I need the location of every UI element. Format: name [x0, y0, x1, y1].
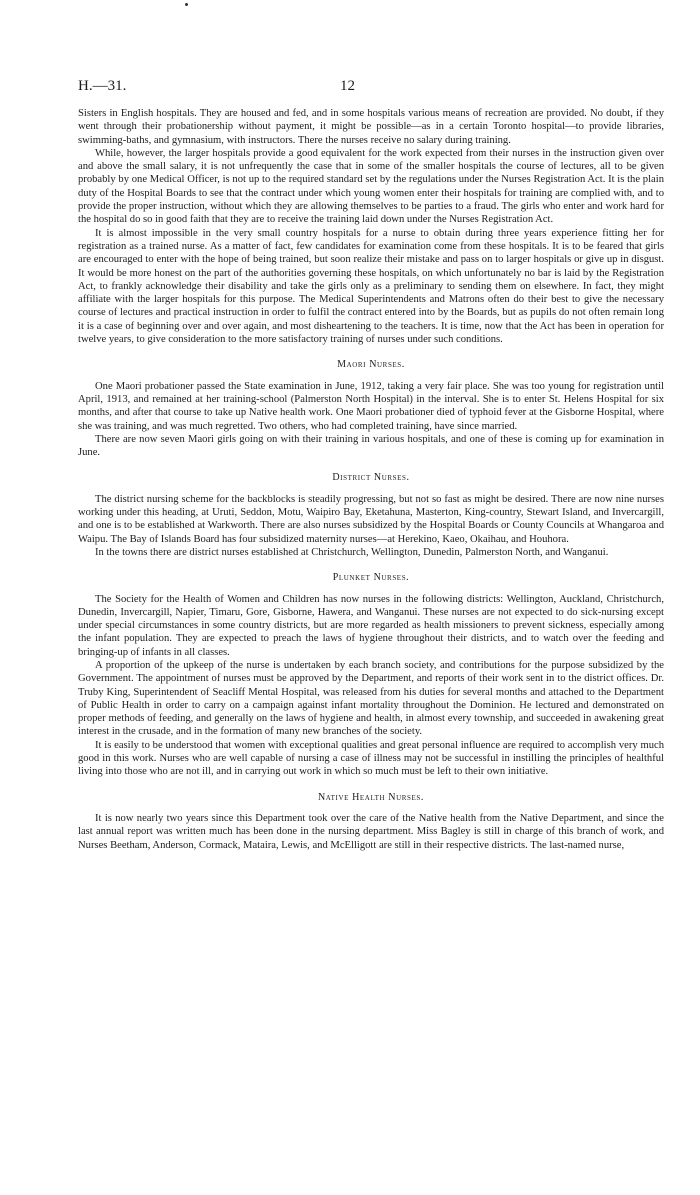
paragraph: It is now nearly two years since this Department took over the care of the Native health from the Native Department, and since the last annual report was written much has been done in the nursing department. Miss Bagley is still in charge of this branch of work, and Nurses Beetham, Anderson, Cormack, Mataira, Lewis, and McElligott are still in their respective districts. The last-named nurse, [78, 812, 664, 851]
speck-mark [185, 3, 188, 6]
section-heading-district-nurses: District Nurses. [332, 472, 410, 484]
paragraph: A proportion of the upkeep of the nurse is undertaken by each branch society, and contributions for the purpose subsidized by the Government. The appointment of nurses must be approved by the Department, and reports of their work sent in to the district offices. Dr. Truby King, Superintendent of Seacliff Mental Hospital, was released from his duties for several months and attached to the Department of Public Health in order to carry on a campaign against infant mortality throughout the Dominion. He lectured and demonstrated on proper methods of feeding, and generally on the laws of hygiene and health, in almost every township, and succeeded in awakening great interest in the crusade, and in the formation of many new branches of the society. [78, 659, 664, 738]
paragraph: While, however, the larger hospitals provide a good equivalent for the work expected from their nurses in the instruction given over and above the small salary, it is not unfrequently the case that in some of the smaller hospitals the course of lectures, all to be given probably by one Medical Officer, is not up to the required standard set by the regulations under the Nurses Registration Act. It is the plain duty of the Hospital Boards to see that the contract under which young women enter their hospitals for training are complied with, and to provide the proper instruction, without which they are allowing themselves to be parties to a fraud. The girls who enter and work hard for the hospital do so in good faith that they are to receive the training laid down under the Nurses Registration Act. [78, 147, 664, 226]
paragraph: In the towns there are district nurses established at Christchurch, Wellington, Dunedin, Palmerston North, and Wanganui. [95, 546, 609, 558]
paragraph: One Maori probationer passed the State examination in June, 1912, taking a very fair place. She was too young for registration until April, 1913, and remained at her training-school (Palmerston North Hospital) in the interval. She is to enter St. Helens Hospital for six months, and after that course to take up Native health work. One Maori probationer died of typhoid fever at the Gisborne Hospital, where she was training, and was much regretted. Two others, who had completed training, have since married. [78, 380, 664, 432]
paragraph: Sisters in English hospitals. They are housed and fed, and in some hospitals various means of recreation are provided. No doubt, if they went through their probationership without payment, it might be possible—as in a certain Toronto hospital—to provide libraries, swimming-baths, and gymnasium, with instructors. There the nurses receive no salary during training. [78, 108, 664, 146]
page-number: 12 [340, 78, 355, 94]
paragraph: It is almost impossible in the very small country hospitals for a nurse to obtain during three years experience fitting her for registration as a trained nurse. As a matter of fact, few candidates for examination come from these hospitals. It is to be feared that girls are encouraged to enter with the hope of being trained, but soon realize their mistake and pass on to larger hospitals or give up in disgust. It would be more honest on the part of the authorities governing these hospitals, on which unfortunately no bar is laid by the Registration Act, to frankly acknowledge their disability and take the girls only as a preliminary to sending them on elsewhere. In fact, they might affiliate with the larger hospitals for this purpose. The Medical Superintendents and Matrons often do their best to give the necessary course of lectures and practical instruction in order to fulfil the contract entered into by the Boards, but as pupils do not often remain long it is a case of beginning over and over again, and most disheartening to the teachers. It is time, now that the Act has been in operation for twelve years, to give consideration to the more satisfactory training of nurses under such conditions. [78, 227, 664, 346]
body-text [78, 107, 664, 852]
document-reference: H.—31. [78, 78, 127, 94]
paragraph: There are now seven Maori girls going on with their training in various hospitals, and one of these is coming up for examination in June. [78, 433, 664, 459]
page-header [78, 78, 653, 98]
paragraph: It is easily to be understood that women with exceptional qualities and great personal influence are required to accomplish very much good in this work. Nurses who are well capable of nursing a case of illness may not be successful in instilling the principles of healthful living into those who are not ill, and in carrying out work in which so much must be left to their own initiative. [78, 739, 664, 778]
section-heading-plunket-nurses: Plunket Nurses. [332, 572, 410, 584]
section-heading-maori-nurses: Maori Nurses. [337, 359, 405, 371]
section-heading-native-health-nurses: Native Health Nurses. [317, 791, 425, 803]
paragraph: The Society for the Health of Women and Children has now nurses in the following districts: Wellington, Auckland, Christchurch, Dunedin, Invercargill, Napier, Timaru, Gore, Gisborne, Hawera, and Wanganui. These nurses are not expected to do sick-nursing except under special circumstances in some country districts, but are more regarded as health missioners to prevent sickness, especially among the infant population. They are expected to preach the laws of hygiene throughout their districts, and to watch over the feeding and bringing-up of infants in all classes. [78, 593, 664, 658]
paragraph: The district nursing scheme for the backblocks is steadily progressing, but not so fast as might be desired. There are now nine nurses working under this heading, at Uruti, Seddon, Motu, Waipiro Bay, Eketahuna, Masterton, King-country, Stewart Island, and Invercargill, and one is to be established at Warkworth. There are also nurses subsidized by the Hospital Boards or County Councils at Whangaroa and Waipu. The Bay of Islands Board has four subsidized maternity nurses—at Herekino, Kaeo, Okaihau, and Houhora. [78, 493, 664, 545]
